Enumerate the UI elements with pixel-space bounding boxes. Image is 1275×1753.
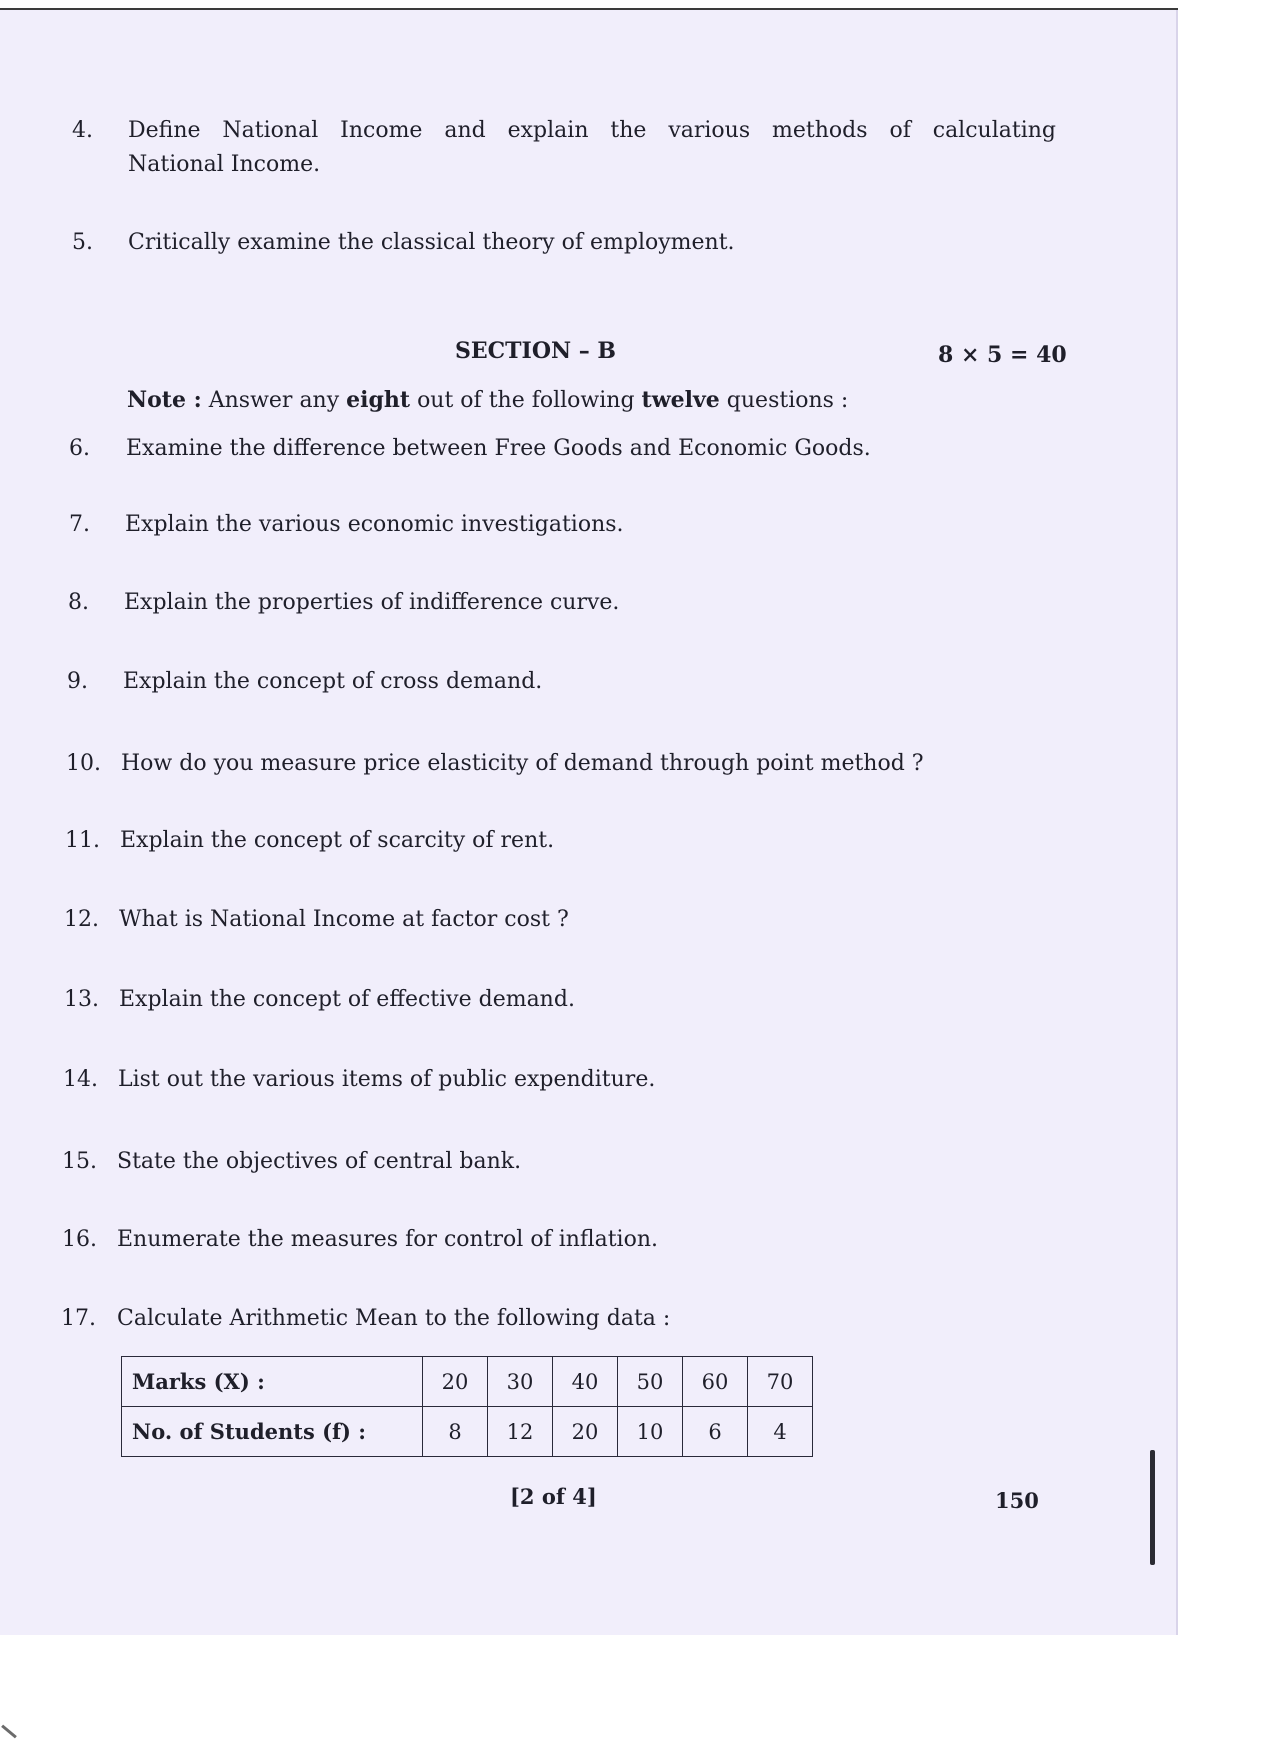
note-eight: eight	[346, 387, 411, 413]
note-label: Note :	[127, 387, 202, 413]
note-text-1: Answer any	[208, 388, 340, 413]
question-text: Critically examine the classical theory of employment.	[128, 230, 735, 255]
question-text: Explain the concept of effective demand.	[119, 987, 575, 1012]
table-row	[122, 1357, 813, 1407]
question-text: Explain the concept of scarcity of rent.	[120, 828, 555, 853]
table-cell: 6	[683, 1407, 748, 1457]
question-number: 8.	[68, 590, 89, 615]
question-number: 13.	[64, 987, 99, 1012]
table-cell: 40	[553, 1357, 618, 1407]
table-cell: 10	[618, 1407, 683, 1457]
table-cell: 60	[683, 1357, 748, 1407]
question-number: 7.	[69, 512, 90, 537]
section-note	[127, 387, 848, 413]
section-marks: 8 × 5 = 40	[938, 342, 1067, 368]
section-title: SECTION – B	[455, 338, 617, 364]
paper-code: 150	[995, 1488, 1039, 1513]
table-cell: 8	[423, 1407, 488, 1457]
table-cell: 20	[553, 1407, 618, 1457]
question-number: 15.	[62, 1149, 97, 1174]
row-label-students: No. of Students (f) :	[122, 1407, 423, 1457]
question-number: 16.	[62, 1227, 97, 1252]
scan-corner-mark	[1, 1725, 17, 1739]
question-text: How do you measure price elasticity of demand through point method ?	[121, 751, 924, 776]
question-text: Explain the concept of cross demand.	[123, 669, 543, 694]
question-number: 9.	[67, 669, 88, 694]
scan-edge-mark	[1150, 1450, 1155, 1565]
table-cell: 50	[618, 1357, 683, 1407]
question-number: 17.	[61, 1306, 96, 1331]
question-text: State the objectives of central bank.	[117, 1149, 522, 1174]
question-number: 11.	[65, 828, 100, 853]
question-text: Explain the various economic investigations.	[125, 512, 624, 537]
note-text-2: out of the following	[417, 388, 635, 413]
data-table	[121, 1356, 813, 1457]
question-text: Calculate Arithmetic Mean to the following data :	[117, 1306, 671, 1331]
question-number: 6.	[69, 436, 90, 461]
question-text: Enumerate the measures for control of inflation.	[117, 1227, 658, 1252]
question-text: Explain the properties of indifference curve.	[124, 590, 620, 615]
row-label-marks: Marks (X) :	[122, 1357, 423, 1407]
question-number: 10.	[66, 751, 101, 776]
table-cell: 4	[748, 1407, 813, 1457]
table-cell: 30	[488, 1357, 553, 1407]
exam-page	[0, 8, 1178, 1635]
table-cell: 70	[748, 1357, 813, 1407]
note-twelve: twelve	[641, 387, 720, 413]
question-text-line-1: Define National Income and explain the various methods of calculating	[128, 118, 1056, 143]
table-cell: 12	[488, 1407, 553, 1457]
question-text: List out the various items of public expenditure.	[118, 1067, 656, 1092]
question-text: Examine the difference between Free Goods and Economic Goods.	[126, 436, 871, 461]
question-number: 14.	[63, 1067, 98, 1092]
table-cell: 20	[423, 1357, 488, 1407]
question-text-line-2: National Income.	[128, 152, 321, 177]
question-text: What is National Income at factor cost ?	[119, 907, 569, 932]
question-number: 5.	[72, 230, 93, 255]
question-number: 4.	[72, 118, 93, 143]
table-row	[122, 1407, 813, 1457]
note-text-3: questions :	[726, 388, 849, 413]
question-number: 12.	[64, 907, 99, 932]
page-number: [2 of 4]	[510, 1484, 597, 1509]
